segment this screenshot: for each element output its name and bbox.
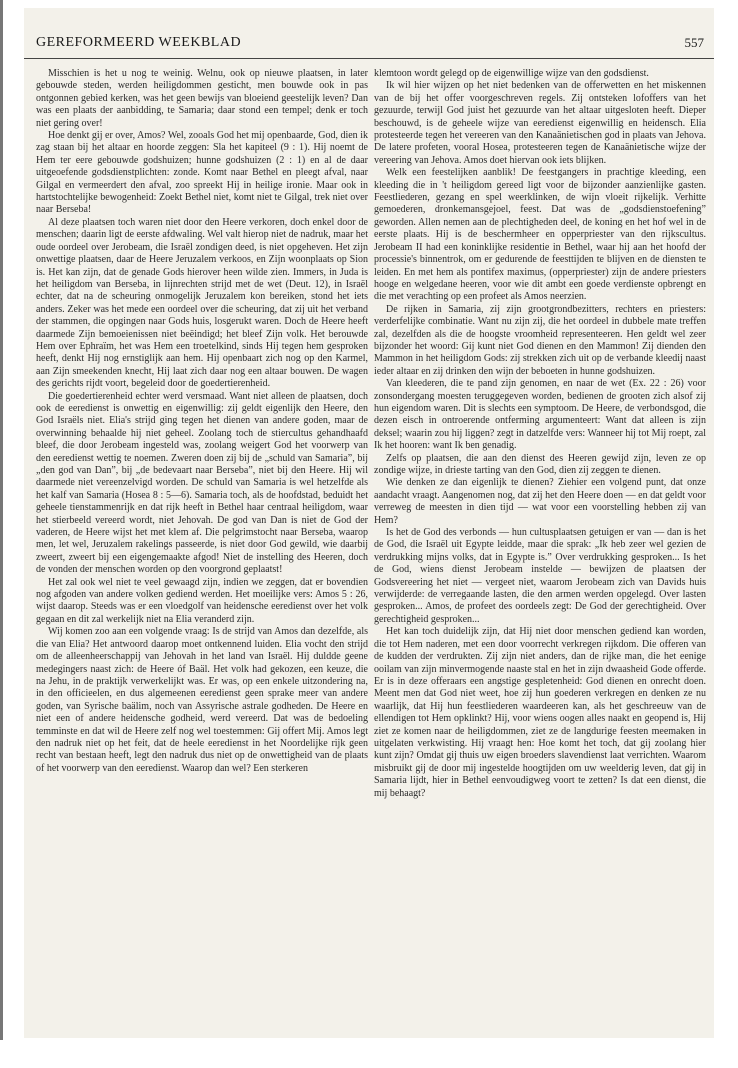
paragraph: De rijken in Samaria, zij zijn grootgrondbezitters, rechters en priesters: verderfelijke combinatie. Want nu zijn zij, die het oordeel in dubbele mate treffen zal, dezelfden als die de hoogste vroomheid representeeren. Hen geldt wel zeer bijzonder het woord: Gij kunt niet God dienen en den Mammon! Zij dienden den Mammon in het heiligdom Gods: zij strekken zich uit op de verbande kleedij naast ieder altaar en zij drinken den wijn der beboeten in hunne godshuizen. bbox=[374, 303, 706, 377]
page-edge-bar bbox=[0, 0, 3, 1068]
paragraph: Het kan toch duidelijk zijn, dat Hij niet door menschen gediend kan worden, die tot Hem naderen, met een door voorrecht verkregen rijkdom. Die offeren van de kudden der verdrukten. Zij zijn niet anders, dan de rijke man, die het eenige ooilam van zijn minvermogende naaste stal en het in zijn dwaasheid Gode offerde. Er is in deze offeraars een angstige gespletenheid: God dienen en onrecht doen. Meent men dat God niet weet, hoe zij hun goederen verkregen en denken ze nu waarlijk, dat Hij hun feestliederen waardeeren kan, als het geschreeuw van de ellendigen tot Hem opklinkt? Hij, voor wiens oogen alles naakt en geopend is, Hij ziet ze komen naar de heiligdommen, ziet ze de langdurige feesten meemaken in uitgelaten verkwisting. Hij vraagt hen: Hoe komt het toch, dat gij zoolang hier kunt zijn? Omdat gij thuis uw eigen broeders slavendienst laat verrichten. Waarom misbruikt gij de door mij ingestelde hoogtijden om uw weelderig leven, dat gij in Samaria lijdt, hier in Bethel eenvoudigweg voort te zetten? Is dat een dienst, die mij behaagt? bbox=[374, 626, 706, 799]
left-column bbox=[36, 68, 368, 1018]
paragraph: Welk een feestelijken aanblik! De feestgangers in prachtige kleeding, een kleeding die in 't heiligdom gereed ligt voor de bijzonder aanzienlijke gasten. Feestliederen, gezang en spel weerklinken, de wijn vloeit rijkelijk. Verhitte gemoederen, dronkemansgejoel, feest. Dat was de „godsdienstoefening” geworden. Allen nemen aan de plechtigheden deel, de koning en het hof wel in de eerste plaats. Hij is de beschermheer en opperpriester van den rijkscultus. Jerobeam II had een koninklijke residentie in Bethel, waar hij aan het hoofd der processie's binnentrok, om er gedurende de feesttijden te blijven en de diensten te leiden. En met hem als pontifex maximus, (opperpriester) zijn de andere priesters hooge en welgedane heeren, voor wie dit ambt een goede verdienste opbrengt en die met verachting op een profeet als Amos neerzien. bbox=[374, 167, 706, 303]
paragraph: Die goedertierenheid echter werd versmaad. Want niet alleen de plaatsen, doch ook de eeredienst is onwettig en eigenwillig: zij geldt eigenlijk den Heere, den God Israëls niet. Elia's strijd ging tegen het dienen van andere goden, maar de overwinning behaalde hij niet geheel. Zoolang toch de stiercultus gehandhaafd bleef, die door Jerobeam ingesteld was, zoolang weigert God het voorwerp van den eeredienst wettig te noemen. Zweren doen zij bij de „schuld van Samaria”, bij „den god van Dan”, bij „de bedevaart naar Berseba”, niet bij den Heere. Hij wil daarmede niet vereenzelvigd worden. De schuld van Samaria is wel hetzelfde als het kalf van Samaria (Hosea 8 : 5—6). Samaria toch, als de hoofdstad, beduidt het geheele tienstammenrijk en dat rijk heeft in Bethel haar centraal heiligdom, waar het stierbeeld vereerd wordt, niet Jehovah. De god van Dan is niet de God der vaderen, de Heere wijst het met klem af. Die pelgrimstocht naar Berseba, waarop men, let wel, Jeruzalem rakelings passeerde, is niet door God gewild, wie daarbij zweert, zweert bij een eigengemaakte afgod! Niet de instelling des Heeren, doch de vonden der menschen worden op den voorgrond geplaatst! bbox=[36, 390, 368, 576]
paragraph: klemtoon wordt gelegd op de eigenwillige wijze van den godsdienst. bbox=[374, 68, 649, 79]
right-column bbox=[374, 68, 706, 1018]
paragraph: Hoe denkt gij er over, Amos? Wel, zooals God het mij openbaarde, God, dien ik zag staan bij het altaar en hoorde zeggen: Sla het kapiteel (9 : 1). Hij noemt de Hem ter eere gebouwde godshuizen; hunne godshuizen (2 : 1) en al de daar uitgeoefende godsdienstplichten: zonde. Komt naar Bethel en pleegt afval, naar Gilgal en vermeerdert den afval, zoo spreekt Hij in heilige ironie. Maar ook in hartstochtelijke bewogenheid: Zoekt Bethel niet, komt niet te Gilgal, trek niet over naar Berseba! bbox=[36, 130, 368, 216]
paragraph: Het zal ook wel niet te veel gewaagd zijn, indien we zeggen, dat er bovendien nog afgoden van andere volken gediend werden. Het moeilijke vers: Amos 5 : 26, wijst daarop. Steeds was er een vloedgolf van heidensche eeredienst over het volk gegaan en dit zal werkelijk niet na Elia veranderd zijn. bbox=[36, 576, 368, 625]
paragraph: Zelfs op plaatsen, die aan den dienst des Heeren gewijd zijn, leven ze op zondige wijze, in drieste tarting van den God, dien zij zeggen te dienen. bbox=[374, 452, 706, 476]
paragraph: Misschien is het u nog te weinig. Welnu, ook op nieuwe plaatsen, in later gebouwde steden, werden heiligdommen gesticht, men bouwde ook in pas ontgonnen gebied kerken, was het geen bewijs van bloeiend geestelijk leven? Dan was een plaats der aanbidding, te Samaria; daar stond een tempel; denk er toch niet gering over! bbox=[36, 68, 368, 129]
journal-title: GEREFORMEERD WEEKBLAD bbox=[36, 35, 242, 50]
page-bottom-margin bbox=[0, 1040, 738, 1068]
running-header bbox=[24, 30, 714, 59]
document-page bbox=[24, 8, 714, 1038]
page-number: 557 bbox=[684, 35, 704, 50]
paragraph: Is het de God des verbonds — hun cultusplaatsen getuigen er van — dan is het de God, die Israël uit Egypte leidde, maar die sprak: „Ik heb zeer wel gezien de verdrukking mijns volks, dat in Egypte is.” Over verdrukking gesproken... Is het de God, wiens dienst Jerobeam instelde — bewijzen de plaatsen der Godsvereering het niet — vergeet niet, waarom Jerobeam zich van Davids huis verwijderde: de verregaande lasten, die den armen werden opgelegd. Over lasten gesproken... Amos, de profeet des oordeels zegt: De God der gerechtigheid. Over gerechtigheid gesproken... bbox=[374, 527, 706, 625]
paragraph: Ik wil hier wijzen op het niet bedenken van de offerwetten en het miskennen van de bij het offer voorgeschreven regels. Zij ontsteken lofoffers van het gezuurde, terwijl God juist het gezuurde van het altaar uitgesloten heeft. Dieper beschouwd, is de geheele wijze van eeredienst eigenwillig en heidensch. Elia protesteerde tegen het vereeren van den Kanaänietischen god in plaats van Jehova. De latere profeten, vooral Hosea, protesteeren tegen de Kanaänietische wijze der vereering van Jehova. Amos doet hiervan ook iets blijken. bbox=[374, 80, 706, 166]
paragraph: Van kleederen, die te pand zijn genomen, en naar de wet (Ex. 22 : 26) voor zonsondergang moesten teruggegeven worden, bedienen de grooten zich alsof zij hun eigendom waren. Dit is slechts een symptoom. De Heere, de verbondsgod, die dezen eisch in ontroerende ontferming argumenteert: Want dat alleen is zijn deksel; waarin zou hij liggen? zegt in datzelfde vers: Wanneer hij tot Mij roept, zal Ik het hooren: want Ik ben genadig. bbox=[374, 378, 706, 452]
paragraph: Wie denken ze dan eigenlijk te dienen? Ziehier een volgend punt, dat onze aandacht vraagt. Aangenomen nog, dat zij het den Heere doen — en dat geldt voor verreweg de meesten in dien tijd — wat voor een voorstelling hebben zij van Hem? bbox=[374, 477, 706, 526]
paragraph: Wij komen zoo aan een volgende vraag: Is de strijd van Amos dan dezelfde, als die van Elia? Het antwoord daarop moet ontkennend luiden. Elia vocht den strijd om de alleenheerschappij van Jehovah in het land van Israël. Hij duldde geene medegingers naast zich: de Heere óf Baäl. Het volk had gekozen, een keuze, die na Jehu, in de praktijk verwerkelijkt was. Er was, op een enkele uitzondering na, in den officieelen, en dus algemeenen eeredienst geen sprake meer van andere goden, van Syrische baälim, noch van Assyrische astrale godheden. De Heere en niet een of andere heidensche godheid, werd vereerd. Dat was de bedoeling temminste en dat wil de Heere zelf nog wel toestemmen: Gij offert Mij. Amos legt den nadruk niet op het feit, dat de heele eeredienst in het Noordelijke rijk geen recht van bestaan heeft, legt den nadruk dus niet op de onwettigheid van de plaats of het voorwerp van den eeredienst. Waarop dan wel? Een sterkeren bbox=[36, 626, 368, 774]
paragraph: Al deze plaatsen toch waren niet door den Heere verkoren, doch enkel door de menschen; daarin ligt de eerste afdwaling. Wel valt hierop niet de nadruk, maar het oude oordeel over Jerobeam, die Israël zondigen deed, is niet opgeheven. Het zijn onwettige plaatsen, daar de Heere Jeruzalem verkoos, en Zijn woonplaats op Sion is. Het kan zijn, dat de genade Gods hierover heen wilde zien. Immers, in Juda is het heiligdom van Berseba, in lijnrechten strijd met de wet (Deut. 12), in Israël echter, dat na de scheuring onmogelijk Jeruzalem kon bereiken, stond het iets anders. Zeker was het mede een oordeel over die scheuring, dat zij uit het verband der stammen, die opgingen naar Gods huis, losgerukt waren. Doch de Heere heeft daarmede Zijn bemoeienissen niet beëindigd; het bleef Zijn volk. Het berouwde Hem over Ephraïm, het was Hem een troetelkind, sinds Hij tegen hem gesproken heeft, denkt Hij nog ernstiglijk aan hem. Hij openbaart zich nog op den Karmel, aan Zijn smeekenden knecht, Hij laat zich daar nog een altaar bouwen. De wagen des gerichts rijdt voort, begeleid door de goedertierenheid. bbox=[36, 216, 368, 390]
